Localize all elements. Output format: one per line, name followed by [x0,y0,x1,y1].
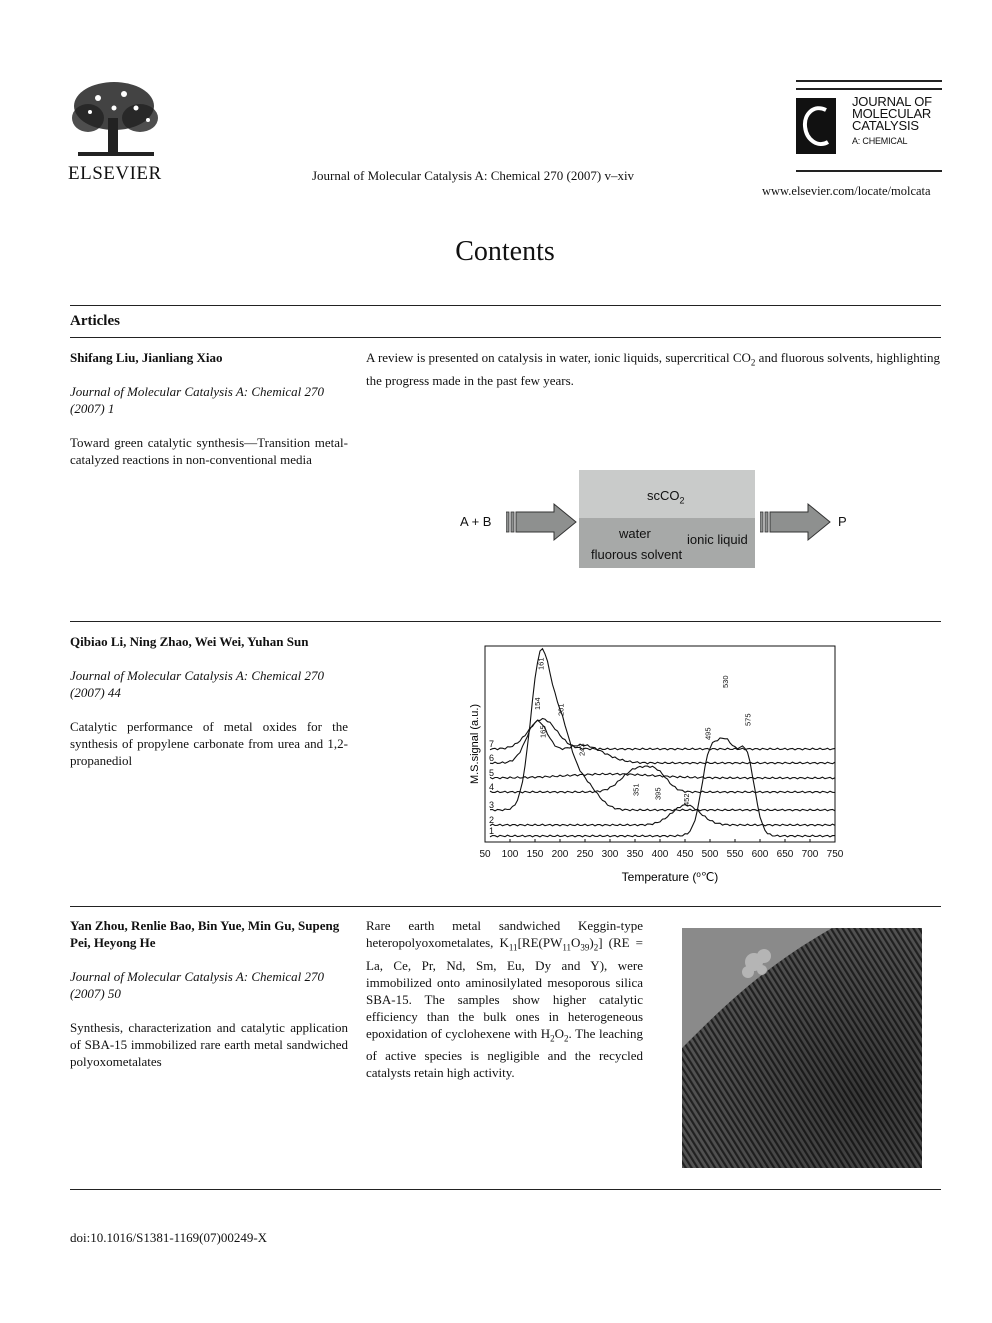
article-title[interactable]: Toward green catalytic synthesis—Transition metal-catalyzed reactions in non-conventional media [70,435,348,467]
scheme-ionic-label: ionic liquid [687,532,748,547]
peak-label: 575 [743,713,753,726]
article-2-meta [70,633,348,769]
scheme-output: P [838,514,847,529]
series-label: 5 [489,768,495,778]
article-3-abstract: Rare earth metal sandwiched Keggin-type heteropolyoxometalates, $K_{11}[RE(PW_{11}O_{39})_2] (RE = La$, Ce, Pr, Nd, Sm, Eu, Dy and Y), were immobilized onto aminosilylated mesoporous silica SBA-15. The samples show higher catalytic efficiency than the bulk ones in heterogeneous epoxidation of cyclohexene with $H_2O_2$. The leaching of active species is negligible and the recycled catalysts retain high activity. [366,918,643,1081]
chart-y-label: M.S.signal (a.u.) [469,703,481,785]
series-label: 7 [489,739,495,749]
article-citation[interactable]: Journal of Molecular Catalysis A: Chemical 270 (2007) 44 [70,668,324,700]
scheme-fluorous-label: fluorous solvent [591,547,683,562]
peak-label: 243 [577,743,587,756]
x-tick-label: 50 [479,849,491,860]
divider [70,337,941,338]
article-1-abstract [366,349,940,389]
article-3-meta [70,917,348,1070]
scheme-scco2-box [579,470,755,518]
series-label: 4 [489,782,495,792]
peak-label: 495 [703,727,713,740]
page-title: Contents [455,236,555,267]
journal-reference: Journal of Molecular Catalysis A: Chemical 270 (2007) v–xiv [312,168,635,183]
doi[interactable]: doi:10.1016/S1381-1169(07)00249-X [70,1230,268,1245]
scheme-solvent-box [579,518,755,568]
series-label: 2 [489,815,495,825]
scheme-water-label: water [619,526,651,541]
journal-c-mark [796,98,836,154]
right-arrow-icon [760,502,832,542]
x-tick-label: 400 [651,849,669,860]
article-authors: Qibiao Li, Ning Zhao, Wei Wei, Yuhan Sun [70,634,309,649]
right-arrow-icon [506,502,578,542]
peak-label: 154 [533,697,542,710]
divider [70,621,941,622]
x-tick-label: 350 [626,849,644,860]
peak-label: 351 [631,783,641,796]
series-label: 1 [489,826,495,836]
peak-label: 165 [538,725,548,738]
section-heading: Articles [70,313,120,329]
peak-label: 530 [721,675,730,688]
peak-label: 201 [556,703,566,716]
abstract-text: A review is presented on catalysis in water, ionic liquids, supercritical CO [366,350,751,365]
article-citation[interactable]: Journal of Molecular Catalysis A: Chemical 270 (2007) 50 [70,969,324,1001]
article-citation[interactable]: Journal of Molecular Catalysis A: Chemical 270 (2007) 1 [70,384,324,416]
peak-label: 161 [536,657,546,670]
article-authors: Shifang Liu, Jianliang Xiao [70,350,223,365]
chart-frame [485,646,835,842]
series-label: 6 [489,753,495,763]
divider [70,906,941,907]
publisher-name: ELSEVIER [68,163,162,184]
x-tick-label: 700 [801,849,819,860]
x-tick-label: 300 [601,849,619,860]
tpd-chart [450,640,850,890]
graphical-abstract-scheme [440,460,870,580]
scheme-scco2-label: scCO [647,488,680,503]
x-tick-label: 750 [826,849,844,860]
journal-logo-line4: A: CHEMICAL [852,136,908,146]
journal-logo-line3: CATALYSIS [852,118,919,133]
x-tick-label: 450 [676,849,694,860]
journal-url[interactable]: www.elsevier.com/locate/molcata [762,184,931,198]
x-tick-label: 250 [576,849,594,860]
article-title[interactable]: Catalytic performance of metal oxides for the synthesis of propylene carbonate from urea and 1,2-propanediol [70,719,348,768]
abstract-text: and fluorous solvents, highlighting the progress made in the past few years. [366,350,941,388]
peak-label: 395 [653,787,663,800]
abstract-subscript: 2 [750,357,756,368]
x-tick-label: 100 [501,849,519,860]
divider [70,1189,941,1190]
x-tick-label: 650 [776,849,794,860]
article-title[interactable]: Synthesis, characterization and catalytic application of SBA-15 immobilized rare earth metal sandwiched polyoxometalates [70,1020,348,1069]
x-tick-label: 500 [701,849,719,860]
tem-micrograph-image [682,928,922,1168]
article-authors: Yan Zhou, Renlie Bao, Bin Yue, Min Gu, Supeng Pei, Heyong He [70,918,340,950]
divider [70,305,941,306]
x-tick-label: 600 [751,849,769,860]
x-tick-label: 550 [726,849,744,860]
x-tick-label: 150 [526,849,544,860]
scheme-scco2-sub: 2 [679,495,685,506]
scheme-input: A + B [460,514,492,529]
article-1-meta [70,349,348,468]
peak-label: 452 [682,793,691,806]
chart-x-label: Temperature ($^o$℃) [621,870,719,884]
journal-logo-line2: MOLECULAR [852,106,932,121]
x-tick-label: 200 [551,849,569,860]
journal-logo [796,80,942,180]
journal-logo-line1: JOURNAL OF [852,94,932,109]
series-label: 3 [489,800,495,810]
